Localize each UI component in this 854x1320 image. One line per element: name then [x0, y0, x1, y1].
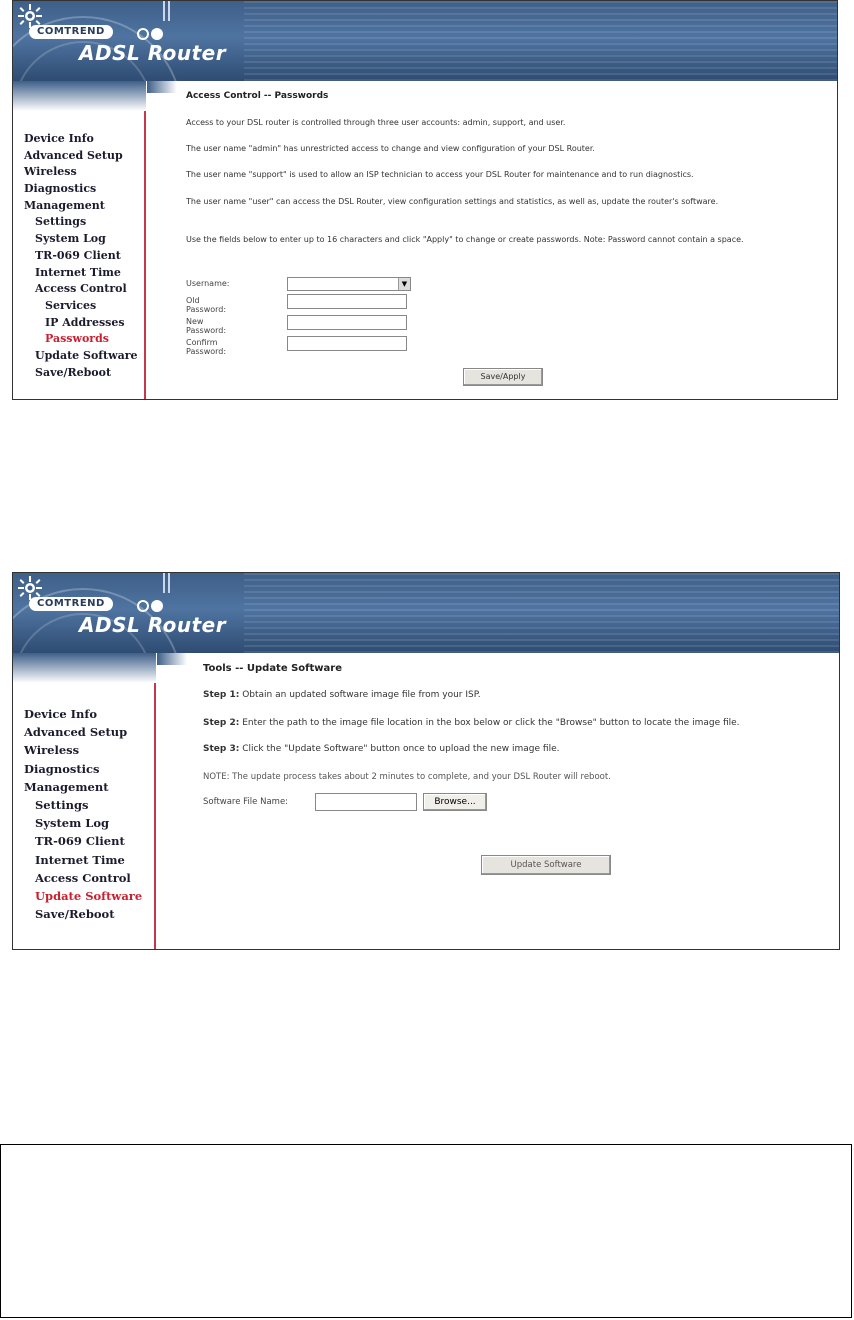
- sidebar-item-access-control[interactable]: Access Control: [35, 282, 127, 296]
- main-content: [147, 81, 837, 399]
- sidebar-item-passwords[interactable]: Passwords: [45, 332, 109, 346]
- sidebar-nav: [24, 131, 138, 381]
- sidebar-item-settings[interactable]: Settings: [35, 215, 87, 229]
- sidebar-item-update-software[interactable]: Update Software: [35, 348, 138, 362]
- product-title: ADSL Router: [79, 41, 227, 65]
- sidebar-item-device-info[interactable]: Device Info: [24, 132, 94, 145]
- sidebar-item-tr-069-client[interactable]: TR-069 Client: [35, 834, 125, 849]
- note-text: NOTE: The update process takes about 2 minutes to complete, and your DSL Router will reboot.: [203, 772, 611, 782]
- instructions-text: Use the fields below to enter up to 16 characters and click "Apply" to change or create passwords. Note: Password cannot contain a space.: [186, 235, 744, 244]
- confirm-password-field[interactable]: [287, 336, 407, 351]
- sidebar: [13, 653, 156, 949]
- sidebar-item-save-reboot[interactable]: Save/Reboot: [35, 365, 112, 379]
- update-software-button[interactable]: Update Software: [481, 855, 611, 875]
- step-2: [203, 717, 840, 729]
- sidebar-item-update-software[interactable]: Update Software: [35, 888, 143, 903]
- sidebar-item-device-info[interactable]: Device Info: [24, 707, 98, 721]
- passwords-screenshot: [12, 0, 838, 400]
- user-text: The user name "user" can access the DSL Router, view configuration settings and statistics, as well as, update the router's software.: [186, 197, 719, 206]
- sidebar-item-system-log[interactable]: System Log: [35, 816, 110, 831]
- admin-text: The user name "admin" has unrestricted access to change and view configuration of your DSL Router.: [186, 144, 595, 153]
- note-box: [0, 1144, 852, 1318]
- sidebar-item-save-reboot[interactable]: Save/Reboot: [35, 907, 115, 922]
- sidebar-item-advanced-setup[interactable]: Advanced Setup: [24, 148, 123, 162]
- update-software-screenshot: [12, 572, 840, 950]
- product-title: ADSL Router: [79, 613, 227, 637]
- sidebar-item-settings[interactable]: Settings: [35, 797, 89, 812]
- software-file-input[interactable]: [315, 793, 417, 811]
- software-file-label: Software File Name:: [203, 797, 289, 807]
- header-banner: [13, 573, 839, 653]
- main-content: [157, 653, 839, 949]
- intro-text: Access to your DSL router is controlled through three user accounts: admin, support, and user.: [186, 118, 566, 127]
- sidebar-item-access-control[interactable]: Access Control: [35, 870, 131, 885]
- confirm-password-label: Confirm Password:: [186, 338, 227, 356]
- step-2-text: Enter the path to the image file location in the box below or click the "Browse" button to locate the image file.: [242, 718, 740, 728]
- sidebar-item-system-log[interactable]: System Log: [35, 232, 106, 246]
- software-file-row: [203, 793, 523, 809]
- sidebar-item-management[interactable]: Management: [24, 198, 105, 212]
- sidebar-item-management[interactable]: Management: [24, 779, 109, 794]
- brand-logo: COMTREND: [29, 25, 113, 39]
- support-text: The user name "support" is used to allow an ISP technician to access your DSL Router for maintenance and to run diagnostics.: [186, 170, 694, 179]
- header-banner: [13, 1, 837, 81]
- sidebar-item-internet-time[interactable]: Internet Time: [35, 265, 121, 279]
- sidebar-item-wireless[interactable]: Wireless: [24, 165, 77, 179]
- username-select[interactable]: [287, 277, 411, 291]
- username-label: Username:: [186, 279, 230, 288]
- page-title: Tools -- Update Software: [203, 663, 343, 674]
- old-password-label: Old Password:: [186, 296, 227, 314]
- sidebar-item-advanced-setup[interactable]: Advanced Setup: [24, 725, 128, 740]
- sidebar-item-diagnostics[interactable]: Diagnostics: [24, 761, 100, 776]
- sidebar: [13, 81, 146, 399]
- sidebar-item-internet-time[interactable]: Internet Time: [35, 852, 125, 867]
- page-title: Access Control -- Passwords: [186, 91, 329, 101]
- step-3-label: Step 3:: [203, 744, 240, 754]
- step-1-label: Step 1:: [203, 690, 240, 700]
- step-3-text: Click the "Update Software" button once to upload the new image file.: [242, 744, 560, 754]
- brand-logo: COMTREND: [29, 597, 113, 611]
- save-apply-button[interactable]: Save/Apply: [463, 368, 543, 386]
- new-password-field[interactable]: [287, 315, 407, 330]
- sidebar-item-diagnostics[interactable]: Diagnostics: [24, 182, 97, 196]
- step-3: [203, 743, 840, 755]
- sidebar-nav: [24, 705, 142, 923]
- sidebar-item-tr-069-client[interactable]: TR-069 Client: [35, 248, 121, 262]
- chevron-down-icon[interactable]: ▼: [398, 278, 410, 290]
- sidebar-item-wireless[interactable]: Wireless: [24, 743, 80, 758]
- new-password-label: New Password:: [186, 317, 227, 335]
- browse-button[interactable]: Browse...: [423, 793, 487, 811]
- step-1-text: Obtain an updated software image file from your ISP.: [242, 690, 481, 700]
- step-1: [203, 689, 840, 701]
- sidebar-item-services[interactable]: Services: [45, 298, 97, 312]
- old-password-field[interactable]: [287, 294, 407, 309]
- step-2-label: Step 2:: [203, 718, 240, 728]
- sidebar-item-ip-addresses[interactable]: IP Addresses: [45, 315, 125, 329]
